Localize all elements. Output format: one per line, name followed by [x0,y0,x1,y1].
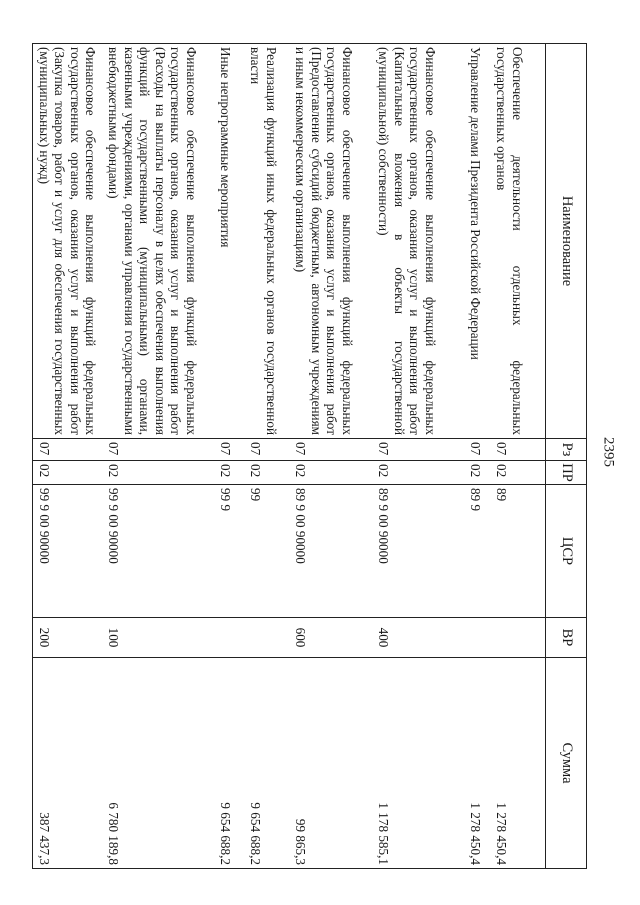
table-row [465,44,491,869]
row-sum: 99 865,3 [290,658,373,869]
row-pr: 02 [103,461,215,485]
table-row [33,44,103,869]
table-row [245,44,290,869]
row-name: Реализация функций иных федеральных органов государственной власти [245,44,290,439]
row-csr: 89 9 [465,485,491,618]
header-rz: Рз [546,439,587,461]
row-name: Финансовое обеспечение выполнения функций федеральных государственных органов, оказания услуг и выполнения работ (Капитальные вложения в объекты государственной (муниципальной) собственности) [373,44,465,439]
header-csr: ЦСР [546,485,587,618]
table-body [33,44,546,869]
row-csr: 99 [245,485,290,618]
rotated-page [36,43,587,868]
row-vr [245,618,290,658]
row-rz: 07 [491,439,546,461]
row-sum: 1 178 585,1 [373,658,465,869]
row-name: Управление делами Президента Российской Федерации [465,44,491,439]
row-rz: 07 [215,439,245,461]
row-vr: 100 [103,618,215,658]
row-csr: 99 9 00 90000 [33,485,103,618]
row-csr: 89 9 00 90000 [290,485,373,618]
row-sum: 387 437,3 [33,658,103,869]
row-rz: 07 [103,439,215,461]
row-sum: 1 278 450,4 [465,658,491,869]
table-header [546,44,587,869]
row-name: Финансовое обеспечение выполнения функций федеральных государственных органов, оказания услуг и выполнения работ (Расходы на выплаты персоналу в целях обеспечения выполнения функций государственными (муниципальными) органами, казенными учреждениями, органами управления государственными внебюджетными фондами) [103,44,215,439]
row-sum: 9 654 688,2 [245,658,290,869]
table-row [103,44,215,869]
row-pr: 02 [465,461,491,485]
page-number: 2395 [600,437,617,467]
row-vr: 600 [290,618,373,658]
table-row [290,44,373,869]
row-vr: 400 [373,618,465,658]
table-row [215,44,245,869]
row-name: Финансовое обеспечение выполнения функций федеральных государственных органов, оказания услуг и выполнения работ (Предоставление субсидий бюджетным, автономным учреждениям и иным некоммерческим организациям) [290,44,373,439]
row-pr: 02 [245,461,290,485]
row-csr: 99 9 [215,485,245,618]
header-pr: ПР [546,461,587,485]
header-sum: Сумма [546,658,587,869]
table-row [373,44,465,869]
row-csr: 99 9 00 90000 [103,485,215,618]
row-sum: 6 780 189,8 [103,658,215,869]
row-csr: 89 [491,485,546,618]
row-rz: 07 [465,439,491,461]
row-pr: 02 [33,461,103,485]
row-rz: 07 [290,439,373,461]
row-pr: 02 [491,461,546,485]
header-name: Наименование [546,44,587,439]
row-rz: 07 [373,439,465,461]
row-pr: 02 [215,461,245,485]
row-pr: 02 [373,461,465,485]
budget-table [32,43,587,869]
table-row [491,44,546,869]
row-rz: 07 [33,439,103,461]
row-csr: 89 9 00 90000 [373,485,465,618]
row-name: Финансовое обеспечение выполнения функций федеральных государственных органов, оказания услуг и выполнения работ (Закупка товаров, работ и услуг для обеспечения государственных (муниципальных) нужд) [33,44,103,439]
row-vr [491,618,546,658]
row-rz: 07 [245,439,290,461]
row-name: Иные непрограммные мероприятия [215,44,245,439]
row-pr: 02 [290,461,373,485]
header-vr: ВР [546,618,587,658]
row-vr: 200 [33,618,103,658]
row-sum: 1 278 450,4 [491,658,546,869]
row-name: Обеспечение деятельности отдельных федеральных государственных органов [491,44,546,439]
row-vr [215,618,245,658]
row-vr [465,618,491,658]
row-sum: 9 654 688,2 [215,658,245,869]
